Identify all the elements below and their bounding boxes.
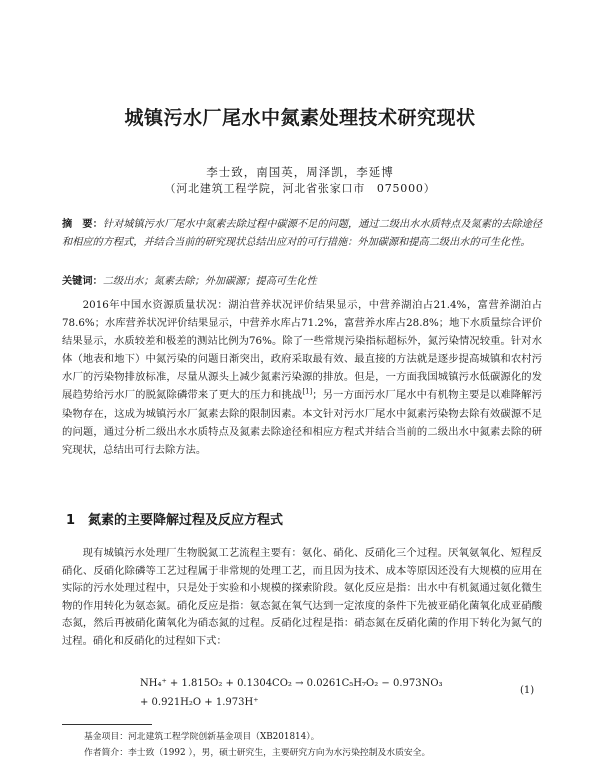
paper-title: 城镇污水厂尾水中氮素处理技术研究现状 [124,107,476,129]
introduction-paragraph [62,296,542,459]
abstract-text: 针对城镇污水厂尾水中氮素去除过程中碳源不足的问题，通过二级出水水质特点及氮素的去除途径和相应的方程式，并结合当前的研究现状总结出应对的可行措施：外加碳源和提高二级出水的可生化性。 [62,219,543,248]
section-heading [66,509,283,528]
intro-text-part-b: ；另一方面污水厂尾水中有机物主要是以难降解污染物存在，这成为城镇污水厂氮素去除的限制因素。本文针对污水厂尾水中氮素污染物去除有效碳源不足的问题，通过分析二级出水水质特点及氮素去除途径和相应方程式并结合当前的二级出水中氮素去除的研究现状，总结出可行去除方法。 [62,389,543,456]
intro-text-part-a: 2016年中国水资源质量状况：湖泊营养状况评价结果显示，中营养湖泊占21.4%，富营养湖泊占78.6%；水库营养状况评价结果显示，中营养水库占71.2%，富营养水库占28.8%；地下水质量综合评价结果显示，水质较差和极差的测站比例为76%。除了一些常规污染指标超标外，氮污染情况较重。针对水体（地表和地下）中氮污染的问题日渐突出，政府采取最有效、最直接的方法就是逐步提高城镇和农村污水厂的污染物排放标准，尽量从源头上减少氮素污染源的排放。但是，一方面我国城镇污水低碳源化的发展趋势给污水厂的脱氮除磷带来了更大的压力和挑战 [62,299,542,402]
section-number: 1 [66,513,76,528]
footnote-fund: 基金项目：河北建筑工程学院创新基金项目（XB201814）。 [84,732,320,742]
citation-ref-1[interactable]: [1] [302,388,313,397]
abstract-label: 摘 要： [62,218,103,230]
abstract [62,216,542,251]
author-list: 李士致，南国英，周泽凯，李延博 [206,165,394,179]
keywords [62,273,542,290]
keywords-text: 二级出水；氮素去除；外加碳源；提高可生化性 [102,276,317,287]
equation-line-2: + 0.921H₂O + 1.973H⁺ [140,697,259,708]
equation-number: (1) [520,685,535,696]
footnote-divider [62,724,152,725]
equation-line-1: NH₄⁺ + 1.815O₂ + 0.1304CO₂ → 0.0261C₅H₇O₂ − 0.973NO₃ [140,678,443,689]
section-title: 氮素的主要降解过程及反应方程式 [88,513,284,528]
author-affiliation: （河北建筑工程学院，河北省张家口市 075000） [164,182,436,195]
keywords-label: 关键词： [62,275,103,287]
section-paragraph: 现有城镇污水处理厂生物脱氮工艺流程主要有：氨化、硝化、反硝化三个过程。厌氧氨氧化、短程反硝化、反硝化除磷等工艺过程属于非常规的处理工艺，而且因为技术、成本等原因还没有大规模的应用在实际的污水处理过程中，只是处于实验和小规模的探索阶段。氨化反应是指：出水中有机氮通过氨化微生物的作用转化为氨态氮。硝化反应是指：氨态氮在氧气达到一定浓度的条件下先被亚硝化菌氧化成亚硝酸态氮，然后再被硝化菌氧化为硝态氮的过程。反硝化过程是指：硝态氮在反硝化菌的作用下转化为氮气的过程。硝化和反硝化的过程如下式： [62,547,542,647]
footnote-author: 作者简介：李士致（1992 ），男，硕士研究生，主要研究方向为水污染控制及水质安全。 [84,748,431,758]
